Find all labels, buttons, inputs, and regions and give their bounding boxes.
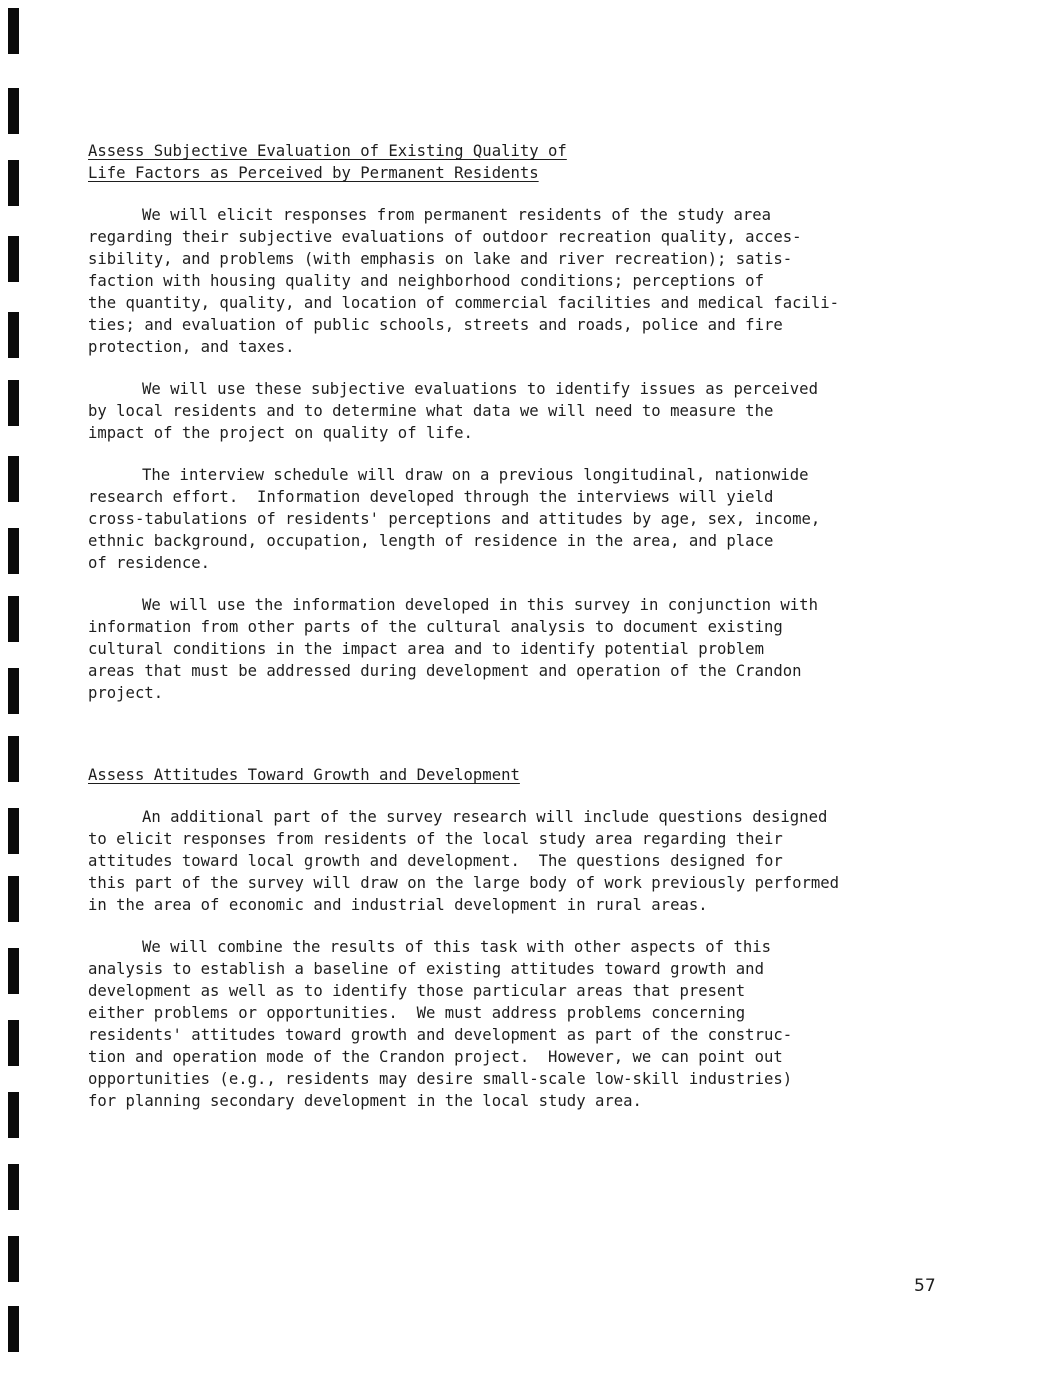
paragraph-combine-results [88, 936, 948, 1112]
text-line: tion and operation mode of the Crandon project. However, we can point out [88, 1048, 783, 1066]
binding-mark [8, 88, 19, 134]
text-line: ties; and evaluation of public schools, streets and roads, police and fire [88, 316, 783, 334]
binding-mark [8, 668, 19, 714]
text-line: either problems or opportunities. We must address problems concerning [88, 1004, 746, 1022]
text-line: opportunities (e.g., residents may desire small-scale low-skill industries) [88, 1070, 793, 1088]
binding-mark [8, 876, 19, 922]
paragraph-survey-research [88, 806, 948, 916]
text-line: We will use the information developed in this survey in conjunction with [142, 596, 818, 614]
binding-mark [8, 736, 19, 782]
text-line: to elicit responses from residents of the local study area regarding their [88, 830, 783, 848]
binding-mark [8, 312, 19, 358]
text-line: areas that must be addressed during development and operation of the Crandon [88, 662, 802, 680]
text-line: sibility, and problems (with emphasis on lake and river recreation); satis- [88, 250, 793, 268]
text-line: ethnic background, occupation, length of residence in the area, and place [88, 532, 774, 550]
text-line: of residence. [88, 554, 211, 572]
binding-mark [8, 596, 19, 642]
binding-mark [8, 948, 19, 994]
text-line: We will elicit responses from permanent residents of the study area [142, 206, 772, 224]
text-line: protection, and taxes. [88, 338, 295, 356]
binding-mark [8, 1092, 19, 1138]
text-line: by local residents and to determine what data we will need to measure the [88, 402, 774, 420]
binding-mark [8, 1020, 19, 1066]
text-line: in the area of economic and industrial development in rural areas. [88, 896, 708, 914]
binding-mark [8, 528, 19, 574]
heading-line: Assess Attitudes Toward Growth and Development [88, 766, 520, 784]
text-line: development as well as to identify those particular areas that present [88, 982, 746, 1000]
text-line: this part of the survey will draw on the large body of work previously performed [88, 874, 840, 892]
binding-mark [8, 1236, 19, 1282]
text-line: impact of the project on quality of life. [88, 424, 473, 442]
binding-mark [8, 8, 19, 54]
binding-mark [8, 808, 19, 854]
text-line: analysis to establish a baseline of existing attitudes toward growth and [88, 960, 764, 978]
text-line: regarding their subjective evaluations of outdoor recreation quality, acces- [88, 228, 802, 246]
text-line: information from other parts of the cultural analysis to document existing [88, 618, 783, 636]
text-line: cross-tabulations of residents' perceptions and attitudes by age, sex, income, [88, 510, 821, 528]
text-line: research effort. Information developed through the interviews will yield [88, 488, 774, 506]
binding-mark [8, 1164, 19, 1210]
section-heading-growth-development [88, 764, 948, 786]
paragraph-identify-issues [88, 378, 948, 444]
text-line: the quantity, quality, and location of commercial facilities and medical facili- [88, 294, 840, 312]
heading-line: Assess Subjective Evaluation of Existing Quality of [88, 142, 567, 160]
binding-mark [8, 1306, 19, 1352]
binding-mark [8, 160, 19, 206]
paragraph-subjective-evaluations [88, 204, 948, 358]
binding-mark [8, 456, 19, 502]
page-number: 57 [914, 1276, 936, 1296]
text-line: We will use these subjective evaluations to identify issues as perceived [142, 380, 818, 398]
paragraph-interview-schedule [88, 464, 948, 574]
text-line: cultural conditions in the impact area and to identify potential problem [88, 640, 764, 658]
text-line: We will combine the results of this task with other aspects of this [142, 938, 772, 956]
binding-mark [8, 236, 19, 282]
text-line: The interview schedule will draw on a previous longitudinal, nationwide [142, 466, 809, 484]
text-line: for planning secondary development in the local study area. [88, 1092, 642, 1110]
text-line: residents' attitudes toward growth and development as part of the construc- [88, 1026, 793, 1044]
paragraph-survey-information [88, 594, 948, 704]
text-line: An additional part of the survey research will include questions designed [142, 808, 828, 826]
text-line: project. [88, 684, 164, 702]
binding-mark [8, 380, 19, 426]
text-line: faction with housing quality and neighborhood conditions; perceptions of [88, 272, 764, 290]
text-line: attitudes toward local growth and development. The questions designed for [88, 852, 783, 870]
section-heading-quality-of-life [88, 140, 948, 184]
document-body [88, 140, 948, 1112]
heading-line: Life Factors as Perceived by Permanent Residents [88, 164, 539, 182]
